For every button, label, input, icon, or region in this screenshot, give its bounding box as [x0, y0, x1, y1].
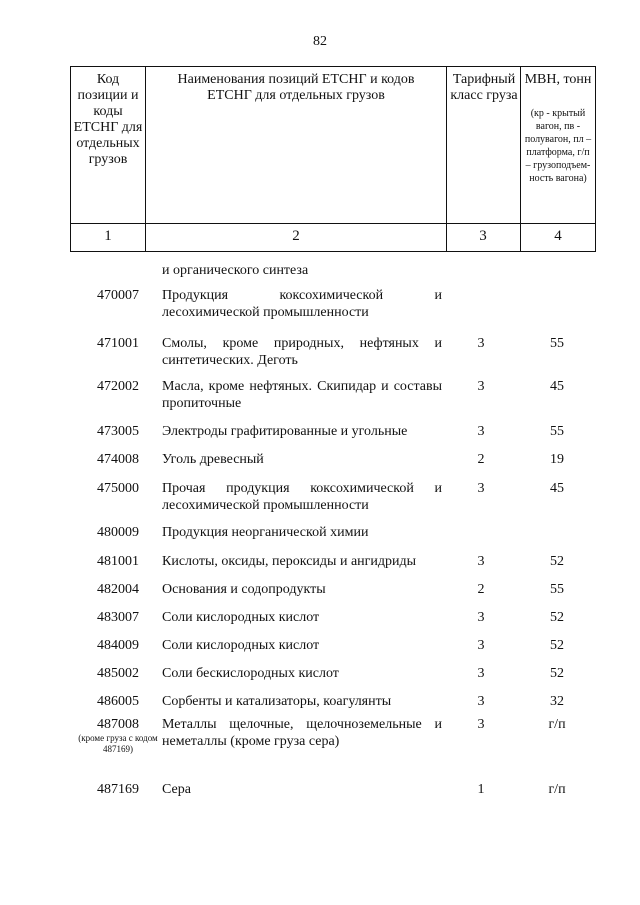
header-border-top	[70, 66, 596, 67]
row-mvn: 55	[550, 424, 564, 439]
row-name: Сорбенты и катализаторы, коагулянты	[162, 694, 392, 709]
row-name: Электроды графитированные и угольные	[162, 424, 408, 439]
row-mvn: г/п	[548, 717, 566, 732]
row-mvn: 45	[550, 379, 564, 394]
header-mvn-note: (кр - крытый вагон, пв - полувагон, пл – платформа, г/п – грузоподъем-ность вагона)	[524, 108, 592, 184]
row-code: 485002	[97, 666, 139, 681]
header-divider-1	[145, 66, 146, 252]
row-name: Продукция коксохимической и лесохимической промышленности	[162, 288, 442, 320]
row-tariff-class: 3	[477, 666, 485, 681]
row-code: 482004	[97, 582, 139, 597]
row-name: Соли кислородных кислот	[162, 610, 320, 625]
row-name: Смолы, кроме природных, нефтяных и синтетических. Деготь	[162, 336, 442, 368]
row-tariff-class: 1	[477, 782, 485, 797]
header-divider-2	[446, 66, 447, 252]
row-name: Уголь древесный	[162, 452, 264, 467]
row-tariff-class: 3	[477, 717, 485, 732]
column-number-4: 4	[554, 228, 562, 244]
row-code: 481001	[97, 554, 139, 569]
header-border-middle	[70, 223, 596, 224]
header-border-bottom	[70, 251, 596, 252]
row-code: 474008	[97, 452, 139, 467]
header-divider-3	[520, 66, 521, 252]
row-tariff-class: 3	[477, 694, 485, 709]
row-code: 484009	[97, 638, 139, 653]
row-tariff-class: 3	[477, 638, 485, 653]
row-code: 473005	[97, 424, 139, 439]
row-mvn: 52	[550, 610, 564, 625]
column-number-1: 1	[104, 228, 112, 244]
row-code: 472002	[97, 379, 139, 394]
row-name: Сера	[162, 782, 191, 797]
row-name: Соли бескислородных кислот	[162, 666, 339, 681]
row-code: 470007	[97, 288, 139, 303]
table-header	[70, 66, 596, 252]
row-name: Основания и содопродукты	[162, 582, 326, 597]
row-tariff-class: 3	[477, 379, 485, 394]
row-tariff-class: 2	[477, 452, 485, 467]
row-tariff-class: 3	[477, 336, 485, 351]
page-number: 82	[313, 34, 327, 49]
column-number-2: 2	[292, 228, 300, 244]
row-tariff-class: 2	[477, 582, 485, 597]
column-number-3: 3	[479, 228, 487, 244]
row-code-note: (кроме груза с кодом 487169)	[78, 733, 158, 754]
header-border-left	[70, 66, 71, 252]
row-name: Прочая продукция коксохимической и лесохимической промышленности	[162, 481, 442, 513]
row-name: Металлы щелочные, щелочноземельные и неметаллы (кроме груза сера)	[162, 717, 442, 749]
row-code: 475000	[97, 481, 139, 496]
row-mvn: 55	[550, 582, 564, 597]
row-name: Кислоты, оксиды, пероксиды и ангидриды	[162, 554, 417, 569]
continuation-text: и органического синтеза	[162, 263, 309, 278]
row-code: 486005	[97, 694, 139, 709]
row-mvn: г/п	[548, 782, 566, 797]
header-name-column: Наименования позиций ЕТСНГ и кодов ЕТСНГ для отдельных грузов	[177, 72, 415, 103]
row-tariff-class: 3	[477, 481, 485, 496]
row-tariff-class: 3	[477, 424, 485, 439]
row-code: 487008	[97, 717, 139, 732]
row-mvn: 32	[550, 694, 564, 709]
row-name: Соли кислородных кислот	[162, 638, 320, 653]
row-name: Масла, кроме нефтяных. Скипидар и составы пропиточные	[162, 379, 442, 411]
header-border-right	[595, 66, 596, 252]
row-code: 483007	[97, 610, 139, 625]
row-mvn: 55	[550, 336, 564, 351]
row-mvn: 52	[550, 554, 564, 569]
row-mvn: 52	[550, 638, 564, 653]
row-mvn: 45	[550, 481, 564, 496]
row-code: 480009	[97, 525, 139, 540]
row-code: 471001	[97, 336, 139, 351]
row-code: 487169	[97, 782, 139, 797]
row-tariff-class: 3	[477, 610, 485, 625]
row-mvn: 19	[550, 452, 564, 467]
header-mvn-column: МВН, тонн	[524, 72, 592, 87]
header-class-column: Тарифный класс груза	[450, 72, 518, 103]
header-code-column: Код позиции и коды ЕТСНГ для отдельных грузов	[73, 72, 143, 167]
row-mvn: 52	[550, 666, 564, 681]
row-name: Продукция неорганической химии	[162, 525, 369, 540]
row-tariff-class: 3	[477, 554, 485, 569]
